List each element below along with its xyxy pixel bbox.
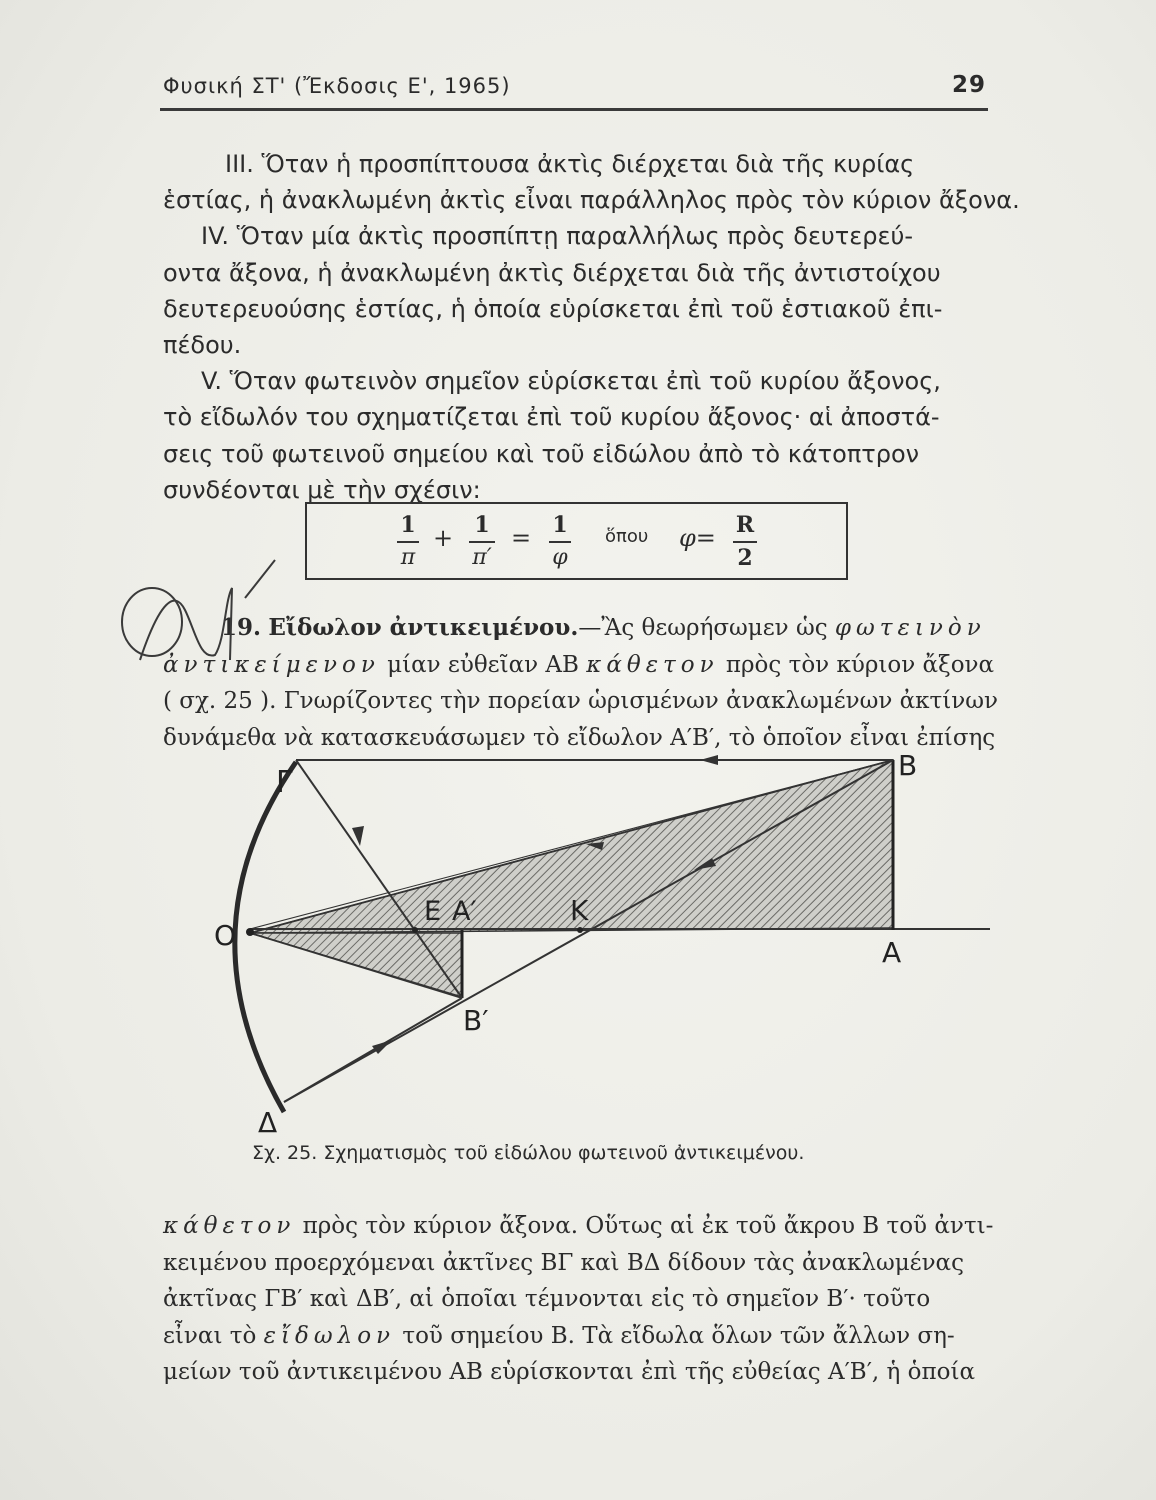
text-line: ἑστίας, ἡ ἀνακλωμένη ἀκτὶς εἶναι παράλληλος πρὸς τὸν κύριον ἄξονα. (163, 186, 1020, 215)
text-line: III. Ὅταν ἡ προσπίπτουσα ἀκτὶς διέρχεται διὰ τῆς κυρίας (225, 150, 915, 178)
figure-caption: Σχ. 25. Σχηματισμὸς τοῦ εἰδώλου φωτεινοῦ ἀντικειμένου. (252, 1142, 805, 1164)
text-line: IV. Ὅταν μία ἀκτὶς προσπίπτῃ παραλλήλως πρὸς δευτερεύ- (201, 222, 913, 251)
text-line: τὸ εἴδωλόν του σχηματίζεται ἐπὶ τοῦ κυρίου ἄξονος· αἱ ἀποστά- (163, 403, 940, 432)
label-b: Β (898, 749, 918, 782)
denominator: π (400, 545, 416, 570)
continuation-paragraph (163, 1208, 994, 1391)
spaced-word: εἴδωλον (263, 1322, 396, 1349)
point-o (246, 928, 254, 936)
label-delta: Δ (258, 1106, 278, 1139)
text-line (163, 1208, 994, 1245)
section-number: 19. (221, 614, 262, 641)
text-line: σεις τοῦ φωτεινοῦ σημείου καὶ τοῦ εἰδώλου ἀπὸ τὸ κάτοπτρον (163, 439, 920, 468)
handwritten-annotation (122, 560, 275, 660)
text-line: δευτερευούσης ἑστίας, ἡ ὁποία εὑρίσκεται ἐπὶ τοῦ ἑστιακοῦ ἐπι- (163, 294, 943, 323)
section-heading: Εἴδωλον ἀντικειμένου. (268, 614, 579, 641)
ray-delta-b-prime (284, 998, 462, 1102)
text-line: οντα ἄξονα, ἡ ἀνακλωμένη ἀκτὶς διέρχεται διὰ τῆς ἀντιστοίχου (163, 258, 941, 287)
phi-equals: φ= (679, 524, 716, 552)
text-line: συνδέονται μὲ τὴν σχέσιν: (163, 475, 481, 504)
label-k: Κ (570, 894, 589, 927)
text-line: μείων τοῦ ἀντικειμένου ΑΒ εὑρίσκονται ἐπὶ τῆς εὐθείας Α′Β′, ἡ ὁποία (163, 1359, 976, 1385)
where-word: ὅπου (605, 526, 649, 547)
text-line: πέδου. (163, 331, 242, 360)
spaced-word: φωτεινὸν (834, 615, 986, 641)
text-line (163, 1318, 989, 1355)
text-line: V. Ὅταν φωτεινὸν σημεῖον εὑρίσκεται ἐπὶ τοῦ κυρίου ἄξονος, (201, 367, 941, 396)
label-e: Ε (424, 896, 442, 927)
ray-arrowhead (700, 755, 718, 765)
denominator: π′ (472, 545, 492, 570)
label-o: Ο (214, 919, 237, 952)
label-b-prime: Β′ (463, 1004, 489, 1037)
text-span: εἶναι τὸ (163, 1322, 257, 1349)
spaced-word: ἀντικείμενον (163, 651, 380, 678)
denominator: φ (552, 545, 568, 570)
header-title: Φυσική ΣΤ' (Ἔκδοσις Ε', 1965) (163, 74, 511, 98)
text-span: πρὸς τὸν κύριον ἄξονα (725, 651, 995, 678)
numerator: 1 (400, 512, 416, 538)
denominator: 2 (737, 545, 753, 571)
label-a-prime: Α′ (452, 896, 477, 927)
point-k (577, 927, 583, 933)
text-span: πρὸς τὸν κύριον ἄξονα. Οὕτως αἱ ἐκ τοῦ ἄκρου Β τοῦ ἀντι- (302, 1213, 994, 1239)
numerator: R (735, 512, 755, 538)
text-span: μίαν εὐθεῖαν ΑΒ (387, 651, 579, 678)
text-span: τοῦ σημείου Β. Τὰ εἴδωλα ὅλων τῶν ἄλλων ση- (402, 1322, 955, 1349)
text-line: κειμένου προερχόμεναι ἀκτῖνες ΒΓ καὶ ΒΔ δίδουν τὰς ἀνακλωμένας (163, 1249, 964, 1276)
page-number: 29 (951, 72, 986, 98)
text-line: δυνάμεθα νὰ κατασκευάσωμεν τὸ εἴδωλον Α′Β′, τὸ ὁποῖον εἶναι ἐπίσης (163, 724, 996, 751)
label-gamma: Γ (276, 765, 293, 800)
label-a: Α (882, 936, 902, 969)
text-span: —Ἂς θεωρήσωμεν ὡς (578, 615, 828, 641)
equals-sign: = (511, 524, 532, 552)
text-line: ἀκτῖνας ΓΒ′ καὶ ΔΒ′, αἱ ὁποῖαι τέμνονται εἰς τὸ σημεῖον Β′· τοῦτο (163, 1286, 931, 1312)
numerator: 1 (552, 512, 568, 538)
plus-sign: + (433, 524, 454, 552)
spaced-word: κάθετον (163, 1213, 296, 1239)
numerator: 1 (474, 512, 490, 538)
text-line: ( σχ. 25 ). Γνωρίζοντες τὴν πορείαν ὡρισμένων ἀνακλωμένων ἀκτίνων (163, 688, 999, 714)
point-e (412, 927, 418, 933)
spaced-word: κάθετον (586, 651, 719, 678)
